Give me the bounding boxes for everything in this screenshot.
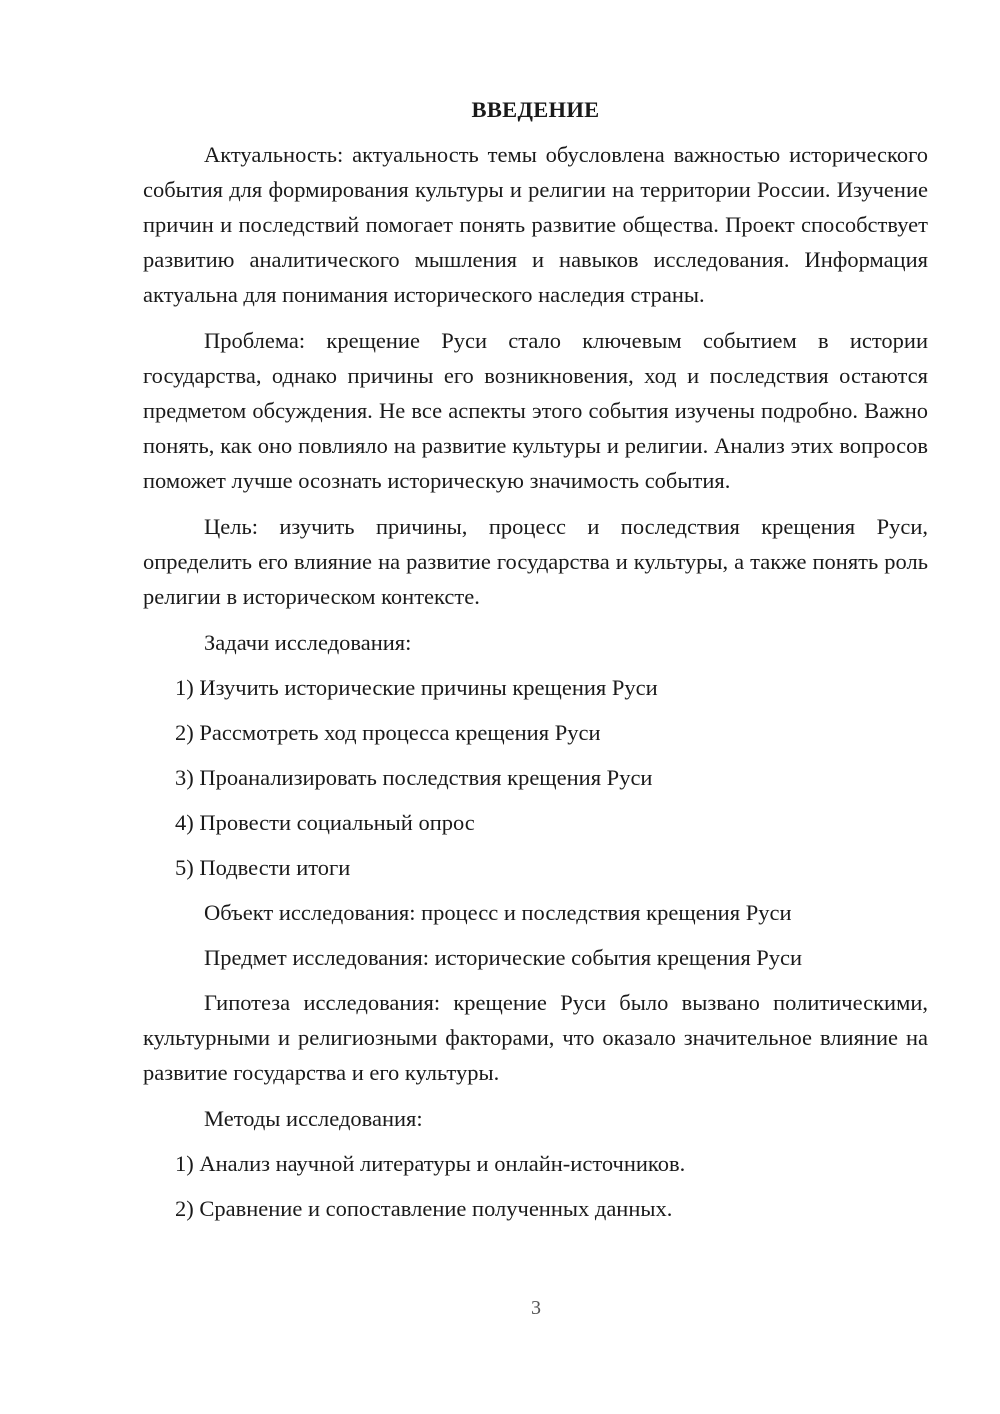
list-item: 1) Изучить исторические причины крещения Руси	[175, 675, 658, 700]
goal-paragraph: Цель: изучить причины, процесс и последствия крещения Руси, определить его влияние на развитие государства и культуры, а также понять роль религии в историческом контексте.	[143, 514, 928, 609]
problem-paragraph: Проблема: крещение Руси стало ключевым событием в истории государства, однако причины его возникновения, ход и последствия остаются предметом обсуждения. Не все аспекты этого события изучены подробно. Важно понять, как оно повлияло на развитие культуры и религии. Анализ этих вопросов поможет лучше осознать историческую значимость события.	[143, 328, 928, 493]
object-paragraph: Объект исследования: процесс и последствия крещения Руси	[204, 900, 792, 925]
methods-heading: Методы исследования:	[204, 1106, 423, 1131]
hypothesis-paragraph: Гипотеза исследования: крещение Руси было вызвано политическими, культурными и религиозными факторами, что оказало значительное влияние на развитие государства и его культуры.	[143, 990, 928, 1085]
list-item: 5) Подвести итоги	[175, 855, 351, 880]
list-item: 2) Рассмотреть ход процесса крещения Руси	[175, 720, 601, 745]
page-number: 3	[531, 1297, 541, 1319]
list-item: 3) Проанализировать последствия крещения Руси	[175, 765, 653, 790]
page-content	[143, 95, 928, 1236]
tasks-heading: Задачи исследования:	[204, 630, 412, 655]
list-item: 2) Сравнение и сопоставление полученных данных.	[175, 1196, 673, 1221]
list-item: 4) Провести социальный опрос	[175, 810, 475, 835]
methods-list	[143, 1146, 928, 1226]
relevance-paragraph: Актуальность: актуальность темы обусловлена важностью исторического события для формирования культуры и религии на территории России. Изучение причин и последствий помогает понять развитие общества. Проект способствует развитию аналитического мышления и навыков исследования. Информация актуальна для понимания исторического наследия страны.	[143, 142, 928, 307]
subject-paragraph: Предмет исследования: исторические события крещения Руси	[204, 945, 803, 970]
list-item: 1) Анализ научной литературы и онлайн-источников.	[175, 1151, 686, 1176]
tasks-list	[143, 670, 928, 885]
section-title: ВВЕДЕНИЕ	[471, 97, 600, 122]
